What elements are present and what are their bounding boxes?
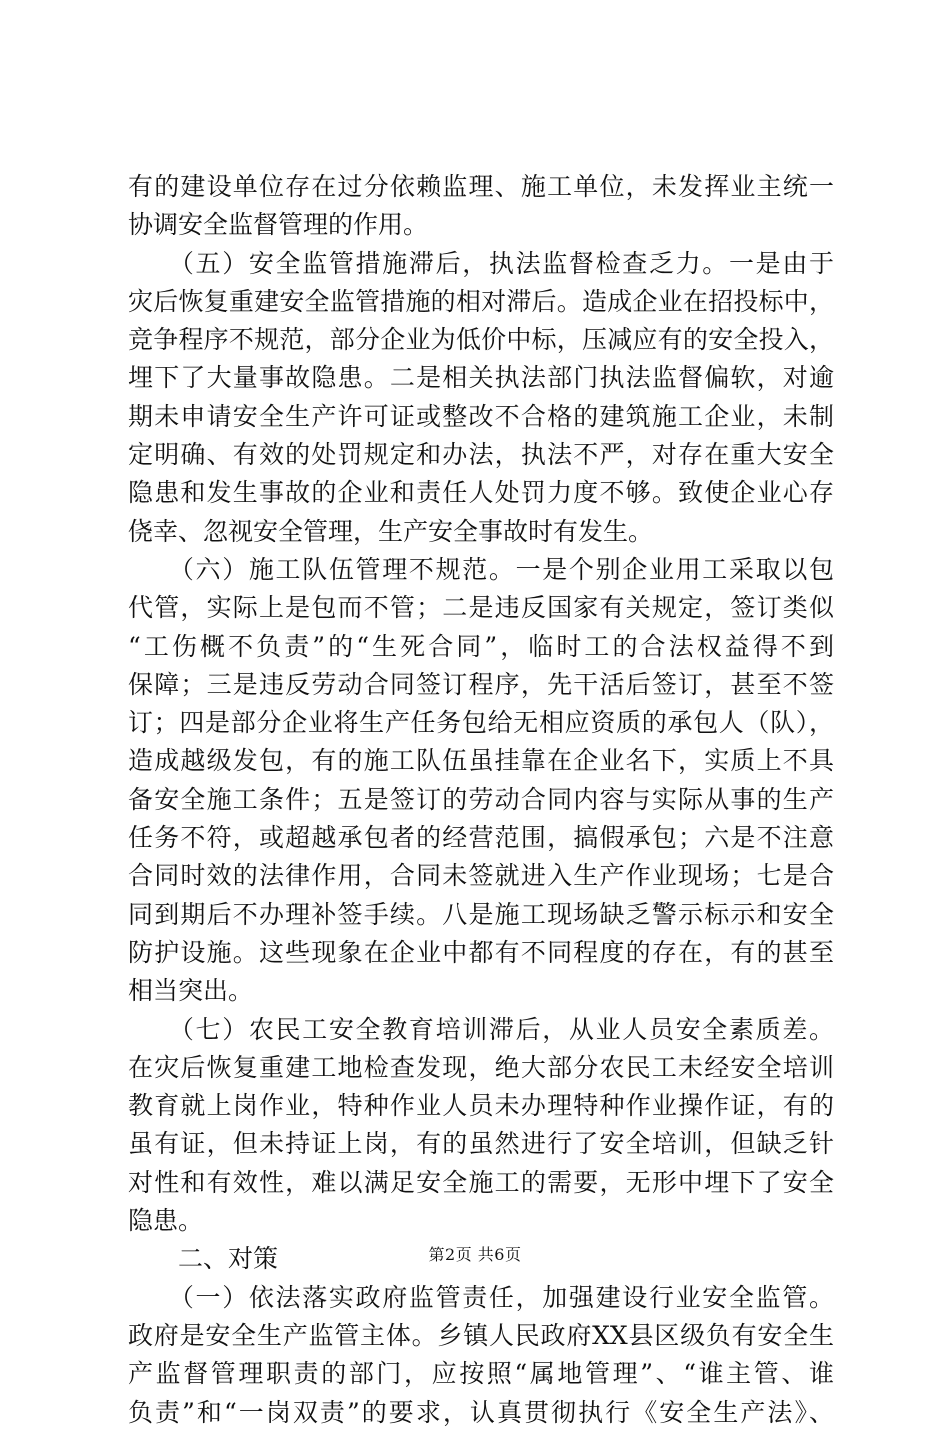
- text-line: 有的建设单位存在过分依赖监理、施工单位，未发挥业主统一: [128, 172, 834, 201]
- text-line: （七）农民工安全教育培训滞后，从业人员安全素质差。: [128, 1014, 834, 1044]
- text-line: 对性和有效性，难以满足安全施工的需要，无形中埋下了安全: [128, 1167, 834, 1197]
- text-line: 代管，实际上是包而不管；二是违反国家有关规定，签订类似: [128, 593, 834, 623]
- text-line: 埋下了大量事故隐患。二是相关执法部门执法监督偏软，对逾: [128, 363, 834, 393]
- text-line: 同到期后不办理补签手续。八是施工现场缺乏警示标示和安全: [128, 899, 834, 929]
- text-line: 政府是安全生产监管主体。乡镇人民政府XX县区级负有安全生: [128, 1320, 834, 1350]
- text-line: 备安全施工条件；五是签订的劳动合同内容与实际从事的生产: [128, 784, 834, 814]
- text-line: 教育就上岗作业，特种作业人员未办理特种作业操作证，有的: [128, 1091, 834, 1121]
- text-line: 协调安全监督管理的作用。: [128, 210, 429, 240]
- text-line: 定明确、有效的处罚规定和办法，执法不严，对存在重大安全: [128, 440, 834, 470]
- text-line: （六）施工队伍管理不规范。一是个别企业用工采取以包: [128, 554, 834, 584]
- text-line: 防护设施。这些现象在企业中都有不同程度的存在，有的甚至: [128, 937, 834, 967]
- text-line: 侥幸、忽视安全管理，生产安全事故时有发生。: [128, 516, 654, 546]
- text-line: “工伤概不负责”的“生死合同”，临时工的合法权益得不到: [128, 631, 834, 661]
- text-line: 在灾后恢复重建工地检查发现，绝大部分农民工未经安全培训: [128, 1052, 834, 1082]
- page-footer: [0, 1242, 950, 1265]
- text-line: 订；四是部分企业将生产任务包给无相应资质的承包人（队），: [128, 708, 834, 738]
- section-heading: 二、对策: [128, 1244, 279, 1274]
- text-line: 负责”和“一岗双责”的要求，认真贯彻执行《安全生产法》、: [128, 1397, 834, 1427]
- page-number-label: 第2页 共6页: [428, 1245, 522, 1264]
- text-line: 合同时效的法律作用，合同未签就进入生产作业现场；七是合: [128, 861, 834, 891]
- text-line: 任务不符，或超越承包者的经营范围，搞假承包；六是不注意: [128, 823, 834, 853]
- text-line: 相当突出。: [128, 976, 254, 1006]
- text-line: 竞争程序不规范，部分企业为低价中标，压减应有的安全投入，: [128, 325, 834, 355]
- text-line: 产监督管理职责的部门，应按照“属地管理”、“谁主管、谁: [128, 1359, 834, 1389]
- text-line: （一）依法落实政府监管责任，加强建设行业安全监管。: [128, 1282, 834, 1312]
- text-line: 隐患和发生事故的企业和责任人处罚力度不够。致使企业心存: [128, 478, 834, 508]
- text-line: 期未申请安全生产许可证或整改不合格的建筑施工企业，未制: [128, 401, 834, 431]
- text-line: 保障；三是违反劳动合同签订程序，先干活后签订，甚至不签: [128, 669, 834, 699]
- text-line: 灾后恢复重建安全监管措施的相对滞后。造成企业在招投标中，: [128, 286, 834, 316]
- text-line: 造成越级发包，有的施工队伍虽挂靠在企业名下，实质上不具: [128, 746, 834, 776]
- text-line: 虽有证，但未持证上岗，有的虽然进行了安全培训，但缺乏针: [128, 1129, 834, 1159]
- text-line: （五）安全监管措施滞后，执法监督检查乏力。一是由于: [128, 248, 834, 278]
- text-line: 隐患。: [128, 1206, 204, 1236]
